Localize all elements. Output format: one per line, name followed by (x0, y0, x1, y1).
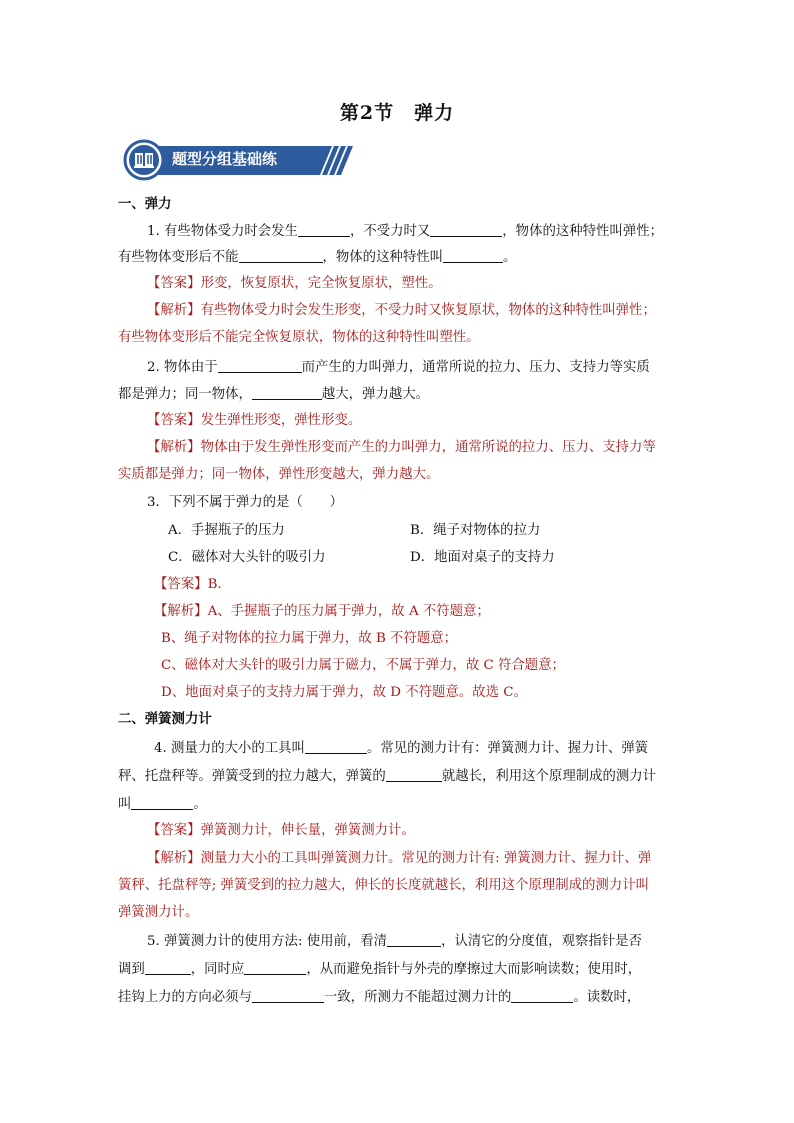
option-b: B．绳子对物体的拉力 (410, 523, 541, 538)
answer-text: 发生弹性形变，弹性形变。 (200, 413, 362, 428)
answer-blank (252, 385, 322, 400)
text: 越大，弹力越大。 (321, 387, 430, 402)
text: ，从而避免指针与外壳的摩擦过大而影响读数；使用时， (306, 962, 642, 977)
answer-text: 形变，恢复原状，完全恢复原状，塑性。 (200, 276, 442, 291)
text: 有些物体变形后不能 (118, 250, 239, 265)
explanation-3-line-4: D、地面对桌子的支持力属于弹力，故 D 不符题意。故选 C。 (161, 685, 527, 700)
explanation-tag: 【解析】 (147, 303, 201, 318)
text: 。 (503, 250, 517, 265)
text: ，物体的这种特性叫弹性； (502, 224, 663, 239)
answer-blank (131, 795, 193, 810)
answer-blank (511, 988, 573, 1003)
page-title: 第2节 弹力 (339, 102, 455, 124)
explanation-2-line-2: 实质都是弹力；同一物体，弹性形变越大，弹力越大。 (118, 467, 440, 482)
text: 而产生的力叫弹力，通常所说的拉力、压力、支持力等实质 (301, 360, 650, 375)
answer-blank (387, 932, 441, 947)
explanation-tag: 【解析】 (147, 851, 201, 866)
answer-blank (252, 988, 324, 1003)
answer-blank (430, 222, 502, 237)
text: 1. 有些物体受力时会发生 (147, 224, 298, 239)
section-heading: 一、弹力 (118, 197, 172, 212)
answer-tag: 【答案】 (147, 823, 201, 838)
answer-blank (244, 960, 306, 975)
answer-blank (386, 767, 442, 782)
text: 都是弹力；同一物体， (118, 387, 252, 402)
answer-blank (239, 248, 323, 263)
answer-text: B. (207, 577, 222, 592)
answer-tag: 【答案】 (154, 577, 208, 592)
text: 挂钩上力的方向必须与 (118, 990, 252, 1005)
text: ，物体的这种特性叫 (322, 250, 444, 265)
explanation-2-line-1 (147, 439, 656, 457)
answer-1 (147, 275, 442, 293)
explanation-text: 测量力大小的工具叫弹簧测力计。常见的测力计有: 弹簧测力计、握力计、弹 (200, 851, 652, 866)
explanation-text: 有些物体受力时会发生形变，不受力时又恢复原状，物体的这种特性叫弹性； (200, 303, 656, 318)
answer-blank (145, 960, 191, 975)
text: 2. 物体由于 (147, 360, 218, 375)
answer-blank (298, 222, 350, 237)
answer-tag: 【答案】 (147, 276, 201, 291)
question-5-line-2 (118, 960, 641, 979)
text: ，认清它的分度值，观察指针是否 (441, 934, 642, 949)
section-banner (122, 139, 358, 181)
question-5-line-3 (118, 988, 640, 1007)
text: 4. 测量力的大小的工具叫 (154, 741, 305, 756)
question-5-line-1 (147, 932, 642, 951)
question-4-line-2 (118, 767, 656, 786)
answer-4 (147, 822, 415, 840)
question-2-line-2 (118, 385, 429, 404)
text: 就越长，利用这个原理制成的测力计 (441, 769, 657, 784)
explanation-3-line-3: C、磁体对大头针的吸引力属于磁力，不属于弹力，故 C 符合题意； (161, 658, 565, 673)
book-icon (133, 150, 155, 170)
answer-3 (154, 576, 222, 594)
text: 。 (193, 797, 207, 812)
option-a: A．手握瓶子的压力 (168, 523, 285, 538)
question-2-line-1 (147, 358, 650, 377)
option-d: D．地面对桌子的支持力 (410, 550, 555, 565)
explanation-1-line-2: 有些物体变形后不能完全恢复原状，物体的这种特性叫塑性。 (118, 330, 480, 345)
question-4-line-3 (118, 795, 207, 814)
explanation-4-line-2: 簧秤、托盘秤等; 弹簧受到的拉力越大，伸长的长度就越长，利用这个原理制成的测力计叫 (118, 878, 649, 893)
section-heading: 二、弹簧测力计 (118, 712, 212, 727)
answer-tag: 【答案】 (147, 413, 201, 428)
explanation-text: A、手握瓶子的压力属于弹力，故 A 不符题意； (207, 604, 490, 619)
text: 5. 弹簧测力计的使用方法: 使用前，看清 (147, 934, 388, 949)
text: 秤、托盘秤等。弹簧受到的拉力越大，弹簧的 (118, 769, 386, 784)
explanation-4-line-3: 弹簧测力计。 (118, 905, 199, 920)
question-3-stem: 3．下列不属于弹力的是（ ） (147, 495, 343, 510)
answer-2 (147, 412, 361, 430)
explanation-tag: 【解析】 (154, 604, 208, 619)
text: ，不受力时又 (349, 224, 431, 239)
text: 。读数时， (573, 990, 641, 1005)
text: 。常见的测力计有：弹簧测力计、握力计、弹簧 (366, 741, 649, 756)
text: ，同时应 (190, 962, 245, 977)
explanation-3-line-2: B、绳子对物体的拉力属于弹力，故 B 不符题意； (161, 631, 458, 646)
text: 调到 (118, 962, 145, 977)
explanation-tag: 【解析】 (147, 440, 201, 455)
text: 叫 (118, 797, 132, 812)
text: 一致，所测力不能超过测力计的 (323, 990, 512, 1005)
question-1-line-1 (147, 222, 663, 241)
answer-blank (305, 739, 367, 754)
explanation-4-line-1 (147, 850, 651, 868)
question-4-line-1 (154, 739, 648, 758)
answer-blank (218, 358, 302, 373)
banner-label: 题型分组基础练 (172, 150, 278, 168)
question-1-line-2 (118, 248, 516, 267)
explanation-1-line-1 (147, 302, 656, 320)
answer-text: 弹簧测力计，伸长量，弹簧测力计。 (200, 823, 415, 838)
explanation-3-line-1 (154, 603, 490, 621)
option-c: C．磁体对大头针的吸引力 (168, 550, 326, 565)
answer-blank (443, 248, 503, 263)
explanation-text: 物体由于发生弹性形变而产生的力叫弹力，通常所说的拉力、压力、支持力等 (200, 440, 656, 455)
